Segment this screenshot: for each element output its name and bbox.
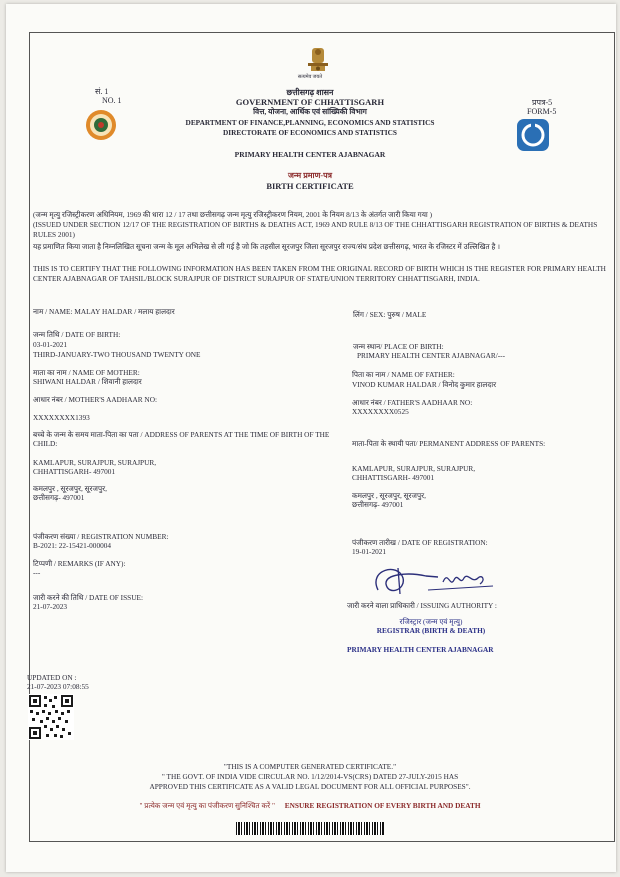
reg-date-label: पंजीकरण तारीख / DATE OF REGISTRATION:	[352, 538, 488, 547]
reg-no-label: पंजीकरण संख्या / REGISTRATION NUMBER:	[33, 532, 169, 541]
address-birth-label: बच्चे के जन्म के समय माता-पिता का पता / ADDRESS OF PARENTS AT THE TIME OF BIRTH OF THE CHILD:	[33, 430, 330, 448]
serial-hi: सं. 1	[95, 87, 109, 96]
registrar-en: REGISTRAR (BIRTH & DEATH)	[376, 626, 486, 635]
father-value: VINOD KUMAR HALDAR / विनोद कुमार हालदार	[352, 380, 497, 389]
pob-label: जन्म स्थान/ PLACE OF BIRTH:	[353, 342, 444, 351]
mother-value: SHIWANI HALDAR / शिवानी हालदार	[33, 377, 142, 386]
gov-en: GOVERNMENT OF CHHATTISGARH	[235, 97, 385, 107]
title-hi: जन्म प्रमाण-पत्र	[287, 171, 333, 180]
registrar-signature-icon	[368, 560, 498, 600]
footer-line-3: APPROVED THIS CERTIFICATE AS A VALID LEGAL DOCUMENT FOR ALL OFFICIAL PURPOSES".	[149, 782, 471, 791]
gov-hi: छत्तीसगढ़ शासन	[286, 88, 334, 97]
remarks-label: टिप्पणी / REMARKS (IF ANY):	[33, 559, 126, 568]
footer-line-2: " THE GOVT. OF INDIA VIDE CIRCULAR NO. 1/12/2014-VS(CRS) DATED 27-JULY-2015 HAS	[161, 772, 459, 781]
name-value: MALAY HALDAR / मलाय हालदार	[74, 307, 175, 316]
form-hi: प्रपत्र-5	[532, 98, 553, 107]
mother-aadhaar-value: XXXXXXXX1393	[33, 413, 90, 422]
title-en: BIRTH CERTIFICATE	[266, 181, 354, 191]
footer-line-1: "THIS IS A COMPUTER GENERATED CERTIFICATE."	[223, 762, 397, 771]
national-emblem-icon	[305, 46, 331, 74]
issued-under-hi: (जन्म मृत्यु रजिस्ट्रीकरण अधिनियम, 1969 की धारा 12 / 17 तथा छत्तीसगढ़ जन्म मृत्यु रजिस्ट्रीकरण नियम, 2001 के नियम 8/13 के अंतर्गत जारी किया गया )	[33, 210, 433, 219]
address-birth-hi-2: छत्तीसगढ़- 497001	[33, 493, 85, 502]
mother-label: माता का नाम / NAME OF MOTHER:	[33, 368, 140, 377]
address-perm-label: माता-पिता के स्थायी पता/ PERMANENT ADDRESS OF PARENTS:	[352, 439, 546, 448]
slogan-en: ENSURE REGISTRATION OF EVERY BIRTH AND DEATH	[284, 801, 481, 810]
barcode-icon	[236, 822, 384, 835]
dob-words: THIRD-JANUARY-TWO THOUSAND TWENTY ONE	[33, 350, 201, 359]
name-label: नाम / NAME:	[33, 307, 73, 316]
reg-date-value: 19-01-2021	[352, 547, 387, 556]
issued-under-en: (ISSUED UNDER SECTION 12/17 OF THE REGISTRATION OF BIRTHS & DEATHS ACT, 1969 AND RULE 8/13 OF THE CHHATTISGARH REGISTRATION OF BIRTHS & DEATHS RULES 2001)	[33, 220, 598, 239]
emblem-motto: सत्यमेव जयते	[297, 75, 323, 80]
father-label: पिता का नाम / NAME OF FATHER:	[352, 370, 455, 379]
sex-row	[353, 310, 426, 320]
dob-value: 03-01-2021	[33, 340, 68, 349]
certify-en: THIS IS TO CERTIFY THAT THE FOLLOWING INFORMATION HAS BEEN TAKEN FROM THE ORIGINAL RECORD OF BIRTH WHICH IS THE REGISTER FOR PRIMARY HEALTH CENTER AJABNAGAR OF TAHSIL/BLOCK SURAJPUR OF DISTRICT SURAJPUR OF STATE/UNION TERRITORY CHHATTISGARH, INDIA.	[33, 264, 606, 283]
pob-value: PRIMARY HEALTH CENTER AJABNAGAR/---	[357, 351, 506, 360]
name-row	[33, 307, 175, 317]
address-birth-hi-1: कमलपुर , सूरजपुर, सूरजपुर,	[33, 484, 107, 493]
address-perm-en-2: CHHATTISGARH- 497001	[352, 473, 435, 482]
remarks-value: ---	[33, 568, 41, 577]
center-name: PRIMARY HEALTH CENTER AJABNAGAR	[234, 150, 386, 159]
address-perm-hi-1: कमलपुर , सूरजपुर, सूरजपुर,	[352, 491, 426, 500]
certify-hi: यह प्रमाणित किया जाता है निम्नलिखित सूचना जन्म के मूल अभिलेख से ली गई है जो कि तहसील सूरजपुर जिला सूरजपुर राज्य/संघ प्रदेश छत्तीसगढ़, भारत के रजिस्टर में उल्लिखित है ।	[33, 242, 501, 251]
dob-label: जन्म तिथि / DATE OF BIRTH:	[33, 330, 121, 339]
mother-aadhaar-label: आधार नंबर / MOTHER'S AADHAAR NO:	[33, 395, 157, 404]
reg-no-value: B-2021: 22-15421-000004	[33, 541, 112, 550]
issuing-authority-label: जारी करने वाला प्राधिकारी / ISSUING AUTHORITY :	[347, 601, 497, 610]
sex-label: लिंग / SEX:	[353, 310, 386, 319]
father-aadhaar-value: XXXXXXXX0525	[352, 407, 409, 416]
updated-value: 21-07-2023 07:08:55	[27, 682, 89, 691]
updated-label: UPDATED ON :	[27, 673, 77, 682]
qr-code-icon[interactable]	[28, 694, 74, 740]
father-aadhaar-label: आधार नंबर / FATHER'S AADHAAR NO:	[352, 398, 473, 407]
footer-slogan	[0, 801, 620, 811]
issue-date-label: जारी करने की तिथि / DATE OF ISSUE:	[33, 593, 143, 602]
address-perm-en-1: KAMLAPUR, SURAJPUR, SURAJPUR,	[352, 464, 476, 473]
registrar-hi: रजिस्ट्रार (जन्म एवं मृत्यु)	[399, 617, 463, 626]
form-en: FORM-5	[527, 107, 557, 116]
address-birth-en-2: CHHATTISGARH- 497001	[33, 467, 116, 476]
authority-center: PRIMARY HEALTH CENTER AJABNAGAR	[347, 645, 494, 654]
directorate-en: DIRECTORATE OF ECONOMICS AND STATISTICS	[223, 128, 397, 137]
slogan-hi: " प्रत्येक जन्म एवं मृत्यु का पंजीकरण सुनिश्चित करें "	[139, 801, 275, 810]
sex-value: पुरुष / MALE	[387, 310, 427, 319]
dept-en: DEPARTMENT OF FINANCE,PLANNING, ECONOMICS AND STATISTICS	[185, 118, 435, 127]
issue-date-value: 21-07-2023	[33, 602, 68, 611]
dept-hi: वित्त, योजना, आर्थिक एवं सांख्यिकी विभाग	[253, 107, 367, 116]
address-birth-en-1: KAMLAPUR, SURAJPUR, SURAJPUR,	[33, 458, 157, 467]
serial-en: NO. 1	[102, 96, 122, 105]
address-perm-hi-2: छत्तीसगढ़- 497001	[352, 500, 404, 509]
